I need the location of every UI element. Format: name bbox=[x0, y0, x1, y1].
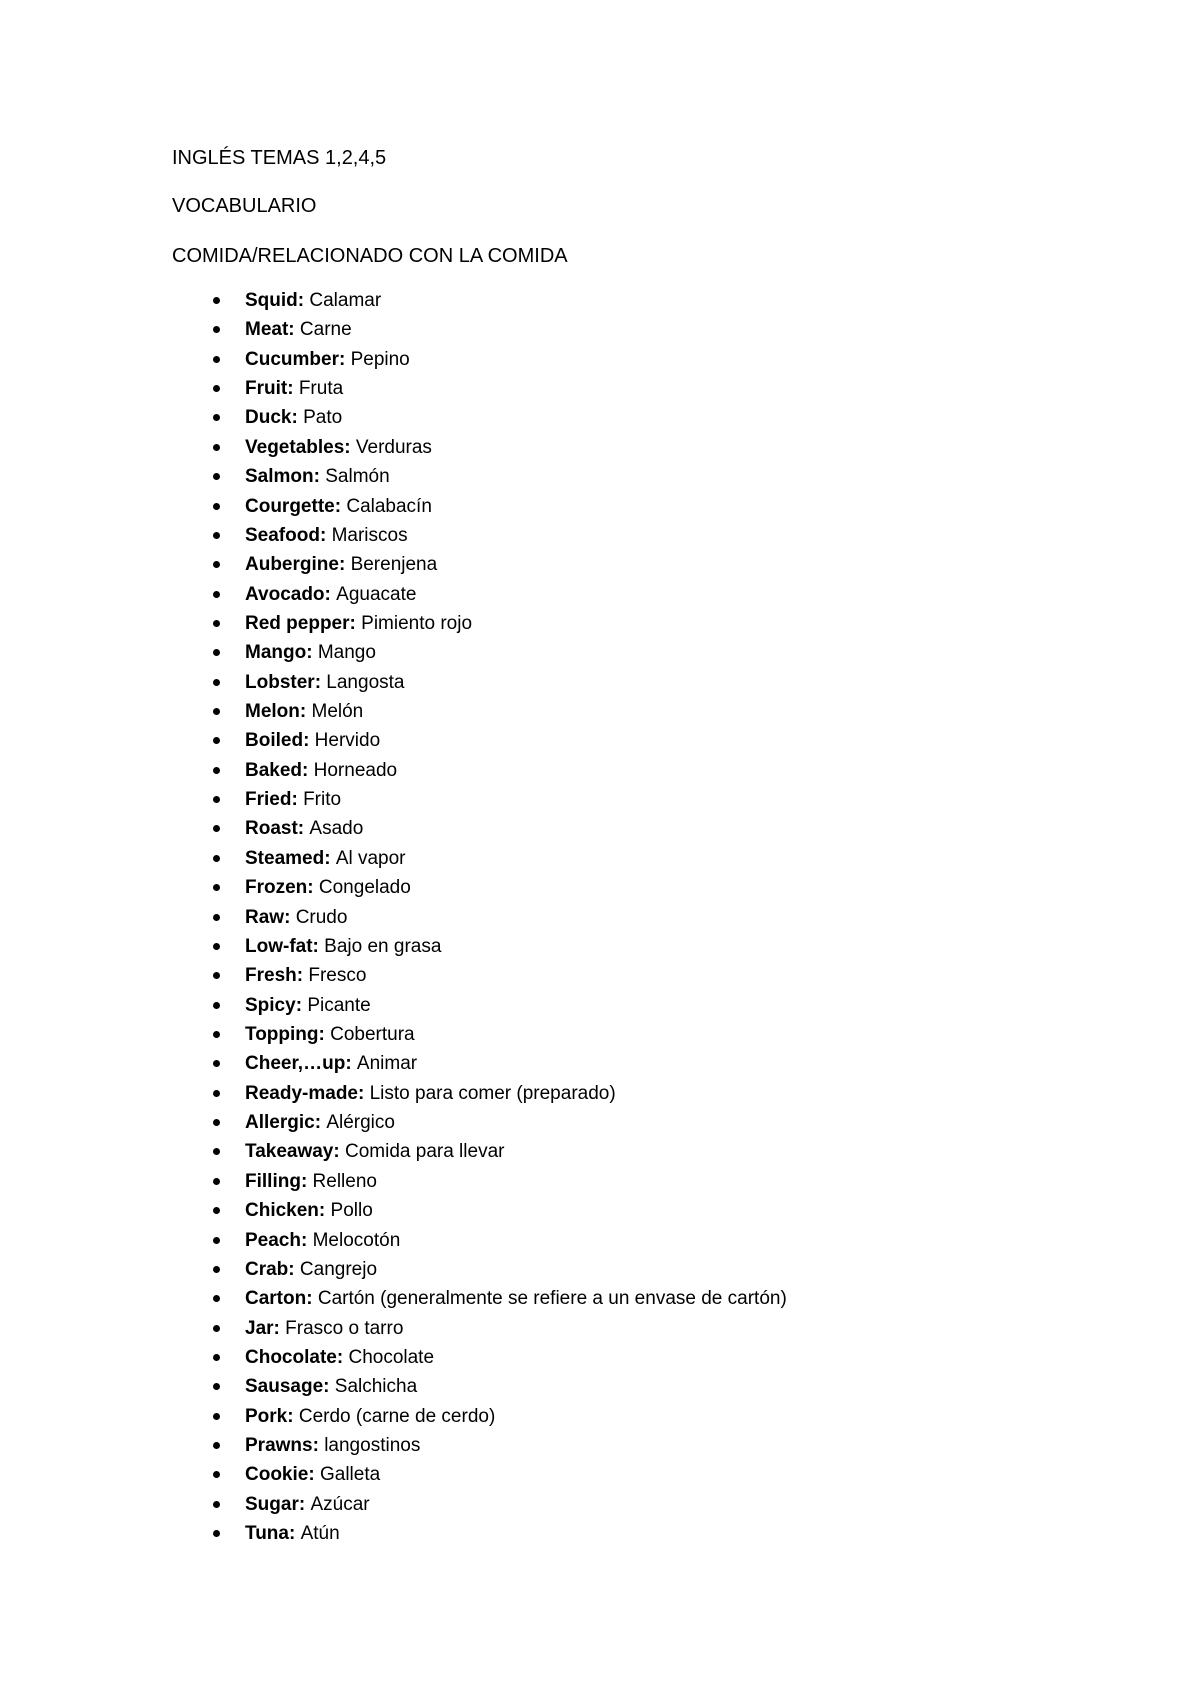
vocab-entry bbox=[245, 1052, 417, 1076]
bullet-icon bbox=[213, 1119, 220, 1126]
bullet-icon bbox=[213, 855, 220, 862]
vocab-term: Prawns bbox=[245, 1435, 313, 1457]
term-separator: : bbox=[298, 1493, 311, 1515]
vocab-entry bbox=[245, 377, 343, 401]
vocab-entry bbox=[245, 1140, 504, 1164]
bullet-icon bbox=[213, 1237, 220, 1244]
vocab-term: Spicy bbox=[245, 994, 296, 1016]
term-separator: : bbox=[318, 1023, 331, 1045]
vocab-translation: Bajo en grasa bbox=[324, 935, 442, 957]
term-separator: : bbox=[312, 1435, 325, 1457]
term-separator: : bbox=[287, 378, 299, 400]
vocab-translation: Crudo bbox=[295, 906, 348, 928]
term-separator: : bbox=[306, 1288, 318, 1310]
vocab-translation: Fruta bbox=[298, 378, 344, 400]
vocab-translation: Cartón (generalmente se refiere a un envase de cartón) bbox=[317, 1288, 787, 1310]
bullet-icon bbox=[213, 825, 220, 832]
vocab-term: Duck bbox=[245, 407, 292, 429]
vocab-entry bbox=[245, 876, 411, 900]
vocab-term: Tuna bbox=[245, 1523, 289, 1545]
bullet-icon bbox=[213, 503, 220, 510]
term-separator: : bbox=[313, 466, 326, 488]
vocab-entry bbox=[245, 759, 397, 783]
vocab-term: Salmon bbox=[245, 466, 314, 488]
bullet-icon bbox=[213, 473, 220, 480]
term-separator: : bbox=[306, 642, 318, 664]
bullet-icon bbox=[213, 1354, 220, 1361]
vocab-translation: Fresco bbox=[308, 965, 367, 987]
vocab-term: Fruit bbox=[245, 378, 288, 400]
vocab-term: Crab bbox=[245, 1258, 289, 1280]
bullet-icon bbox=[213, 326, 220, 333]
bullet-icon bbox=[213, 1530, 220, 1537]
bullet-icon bbox=[213, 1266, 220, 1273]
vocab-translation: Cerdo (carne de cerdo) bbox=[298, 1405, 496, 1427]
vocab-translation: Verduras bbox=[355, 436, 432, 458]
vocab-entry bbox=[245, 1082, 616, 1106]
vocab-entry bbox=[245, 1199, 373, 1223]
vocab-entry bbox=[245, 994, 371, 1018]
vocab-term: Boiled bbox=[245, 730, 304, 752]
term-separator: : bbox=[338, 554, 351, 576]
bullet-icon bbox=[213, 620, 220, 627]
bullet-icon bbox=[213, 649, 220, 656]
term-separator: : bbox=[314, 1112, 327, 1134]
vocab-translation: Listo para comer (preparado) bbox=[369, 1082, 616, 1104]
vocab-translation: Congelado bbox=[318, 877, 411, 899]
bullet-icon bbox=[213, 767, 220, 774]
vocab-term: Chocolate bbox=[245, 1346, 337, 1368]
subsection-heading: COMIDA/RELACIONADO CON LA COMIDA bbox=[172, 245, 568, 267]
bullet-icon bbox=[213, 679, 220, 686]
vocab-entry bbox=[245, 964, 366, 988]
vocab-term: Seafood bbox=[245, 524, 320, 546]
vocab-entry bbox=[245, 847, 406, 871]
vocab-term: Cheer,…up bbox=[245, 1053, 346, 1075]
vocab-term: Fried bbox=[245, 789, 292, 811]
vocab-entry bbox=[245, 1405, 495, 1429]
vocab-translation: Frito bbox=[303, 789, 342, 811]
vocab-translation: langostinos bbox=[324, 1435, 421, 1457]
vocab-translation: Calamar bbox=[309, 290, 382, 311]
vocab-translation: Horneado bbox=[313, 759, 398, 781]
vocab-entry bbox=[245, 1258, 377, 1282]
vocab-entry bbox=[245, 729, 380, 753]
vocab-term: Cookie bbox=[245, 1464, 309, 1486]
vocab-translation: Mango bbox=[317, 642, 376, 664]
term-separator: : bbox=[288, 319, 300, 341]
vocab-entry bbox=[245, 495, 432, 519]
vocab-translation: Hervido bbox=[314, 730, 381, 752]
bullet-icon bbox=[213, 1031, 220, 1038]
vocab-translation: Melón bbox=[311, 701, 364, 723]
bullet-icon bbox=[213, 444, 220, 451]
bullet-icon bbox=[213, 297, 220, 304]
bullet-icon bbox=[213, 1295, 220, 1302]
term-separator: : bbox=[308, 1464, 320, 1486]
term-separator: : bbox=[312, 935, 325, 957]
vocab-term: Mango bbox=[245, 642, 307, 664]
vocab-term: Fresh bbox=[245, 965, 297, 987]
vocab-translation: Pimiento rojo bbox=[361, 612, 473, 634]
vocab-translation: Comida para llevar bbox=[345, 1141, 505, 1163]
term-separator: : bbox=[338, 348, 351, 370]
vocab-term: Lobster bbox=[245, 671, 315, 693]
term-separator: : bbox=[324, 847, 336, 869]
bullet-icon bbox=[213, 1413, 220, 1420]
vocab-translation: Pato bbox=[303, 407, 343, 429]
bullet-icon bbox=[213, 972, 220, 979]
vocab-entry bbox=[245, 1170, 377, 1194]
vocab-translation: Salmón bbox=[325, 466, 390, 488]
vocab-term: Sausage bbox=[245, 1376, 324, 1398]
vocab-entry bbox=[245, 1317, 403, 1341]
vocab-translation: Animar bbox=[356, 1053, 418, 1075]
bullet-icon bbox=[213, 356, 220, 363]
vocab-term: Cucumber bbox=[245, 348, 339, 370]
bullet-icon bbox=[213, 737, 220, 744]
vocab-entry bbox=[245, 1375, 417, 1399]
vocab-translation: Calabacín bbox=[346, 495, 432, 517]
vocab-entry bbox=[245, 348, 410, 372]
vocab-entry bbox=[245, 700, 363, 724]
vocab-entry bbox=[245, 641, 376, 665]
vocab-term: Allergic bbox=[245, 1112, 315, 1134]
vocab-translation: Pollo bbox=[330, 1200, 373, 1222]
vocab-entry bbox=[245, 1522, 340, 1546]
vocab-entry bbox=[245, 465, 390, 489]
vocab-translation: Azúcar bbox=[310, 1493, 370, 1515]
vocab-translation: Cangrejo bbox=[299, 1258, 378, 1280]
vocab-entry bbox=[245, 817, 363, 841]
vocab-translation: Alérgico bbox=[326, 1112, 395, 1134]
term-separator: : bbox=[358, 1082, 370, 1104]
term-separator: : bbox=[319, 524, 332, 546]
term-separator: : bbox=[334, 495, 347, 517]
vocab-entry bbox=[245, 406, 342, 430]
term-separator: : bbox=[345, 1053, 357, 1075]
vocab-entry bbox=[245, 436, 432, 460]
bullet-icon bbox=[213, 1002, 220, 1009]
vocab-translation: Salchicha bbox=[334, 1376, 418, 1398]
vocab-translation: Relleno bbox=[312, 1170, 377, 1192]
term-separator: : bbox=[300, 1170, 313, 1192]
vocab-translation: Picante bbox=[307, 994, 371, 1016]
vocab-translation: Berenjena bbox=[350, 554, 438, 576]
vocab-translation: Cobertura bbox=[330, 1023, 415, 1045]
bullet-icon bbox=[213, 708, 220, 715]
term-separator: : bbox=[288, 1523, 301, 1545]
bullet-icon bbox=[213, 943, 220, 950]
bullet-icon bbox=[213, 385, 220, 392]
vocab-term: Courgette bbox=[245, 495, 335, 517]
vocab-translation: Aguacate bbox=[336, 583, 417, 605]
term-separator: : bbox=[307, 877, 319, 899]
bullet-icon bbox=[213, 1383, 220, 1390]
vocab-term: Jar bbox=[245, 1317, 274, 1339]
bullet-icon bbox=[213, 1178, 220, 1185]
vocab-entry bbox=[245, 1023, 415, 1047]
term-separator: : bbox=[299, 701, 312, 723]
vocab-term: Melon bbox=[245, 701, 300, 723]
term-separator: : bbox=[302, 759, 314, 781]
vocab-term: Ready-made bbox=[245, 1082, 358, 1104]
term-separator: : bbox=[297, 290, 310, 311]
vocab-translation: Pepino bbox=[350, 348, 410, 370]
bullet-icon bbox=[213, 414, 220, 421]
vocab-entry bbox=[245, 935, 441, 959]
vocab-term: Raw bbox=[245, 906, 285, 928]
vocab-term: Avocado bbox=[245, 583, 325, 605]
vocab-translation: Langosta bbox=[326, 671, 405, 693]
vocab-translation: Frasco o tarro bbox=[285, 1317, 404, 1339]
vocab-entry bbox=[245, 1229, 400, 1253]
bullet-icon bbox=[213, 1090, 220, 1097]
bullet-icon bbox=[213, 532, 220, 539]
vocab-term: Pork bbox=[245, 1405, 288, 1427]
vocab-term: Filling bbox=[245, 1170, 301, 1192]
bullet-icon bbox=[213, 914, 220, 921]
vocab-translation: Melocotón bbox=[312, 1229, 401, 1251]
vocab-translation: Chocolate bbox=[348, 1346, 435, 1368]
vocab-term: Steamed bbox=[245, 847, 325, 869]
vocab-entry bbox=[245, 906, 347, 930]
vocab-translation: Galleta bbox=[319, 1464, 381, 1486]
vocab-entry bbox=[245, 1287, 787, 1311]
vocab-translation: Asado bbox=[309, 818, 364, 840]
term-separator: : bbox=[296, 965, 309, 987]
term-separator: : bbox=[324, 583, 337, 605]
vocab-term: Meat bbox=[245, 319, 289, 341]
vocab-translation: Carne bbox=[299, 319, 352, 341]
term-separator: : bbox=[287, 1405, 299, 1427]
vocab-translation: Mariscos bbox=[331, 524, 408, 546]
vocab-entry bbox=[245, 318, 352, 342]
bullet-icon bbox=[213, 1148, 220, 1155]
vocab-translation: Atún bbox=[300, 1523, 340, 1545]
vocab-entry bbox=[245, 1111, 395, 1135]
vocab-term: Carton bbox=[245, 1288, 307, 1310]
vocab-entry bbox=[245, 583, 416, 607]
vocab-entry bbox=[245, 1463, 380, 1487]
vocab-term: Sugar bbox=[245, 1493, 299, 1515]
bullet-icon bbox=[213, 561, 220, 568]
vocab-entry bbox=[245, 289, 381, 313]
bullet-icon bbox=[213, 1325, 220, 1332]
term-separator: : bbox=[349, 612, 362, 634]
term-separator: : bbox=[295, 994, 308, 1016]
vocab-term: Aubergine bbox=[245, 554, 339, 576]
term-separator: : bbox=[323, 1376, 335, 1398]
bullet-icon bbox=[213, 1471, 220, 1478]
vocab-term: Low-fat bbox=[245, 935, 313, 957]
vocab-entry bbox=[245, 1346, 434, 1370]
term-separator: : bbox=[291, 407, 304, 429]
vocab-term: Red pepper bbox=[245, 612, 350, 634]
vocab-term: Chicken bbox=[245, 1200, 319, 1222]
vocab-entry bbox=[245, 1434, 420, 1458]
vocab-term: Baked bbox=[245, 759, 303, 781]
bullet-icon bbox=[213, 1442, 220, 1449]
vocab-entry bbox=[245, 788, 341, 812]
vocab-term: Frozen bbox=[245, 877, 308, 899]
bullet-icon bbox=[213, 1501, 220, 1508]
vocab-entry bbox=[245, 671, 404, 695]
term-separator: : bbox=[297, 818, 310, 840]
vocab-entry bbox=[245, 1493, 370, 1517]
document-title: INGLÉS TEMAS 1,2,4,5 bbox=[172, 147, 387, 169]
vocab-term: Topping bbox=[245, 1023, 319, 1045]
bullet-icon bbox=[213, 796, 220, 803]
term-separator: : bbox=[318, 1200, 331, 1222]
term-separator: : bbox=[291, 789, 304, 811]
bullet-icon bbox=[213, 1207, 220, 1214]
bullet-icon bbox=[213, 1060, 220, 1067]
section-heading: VOCABULARIO bbox=[172, 195, 317, 217]
vocab-term: Peach bbox=[245, 1229, 301, 1251]
vocab-entry bbox=[245, 553, 437, 577]
term-separator: : bbox=[300, 1229, 313, 1251]
term-separator: : bbox=[303, 730, 315, 752]
bullet-icon bbox=[213, 884, 220, 891]
vocab-term: Roast bbox=[245, 818, 298, 840]
term-separator: : bbox=[336, 1346, 349, 1368]
vocab-translation: Al vapor bbox=[335, 847, 406, 869]
vocab-entry bbox=[245, 524, 408, 548]
term-separator: : bbox=[273, 1317, 286, 1339]
term-separator: : bbox=[344, 436, 356, 458]
vocab-term: Vegetables bbox=[245, 436, 345, 458]
term-separator: : bbox=[333, 1141, 345, 1163]
vocab-term: Takeaway bbox=[245, 1141, 334, 1163]
term-separator: : bbox=[314, 671, 327, 693]
bullet-icon bbox=[213, 591, 220, 598]
term-separator: : bbox=[288, 1258, 300, 1280]
term-separator: : bbox=[284, 906, 296, 928]
vocab-term: Squid bbox=[245, 290, 298, 311]
vocab-entry bbox=[245, 612, 472, 636]
